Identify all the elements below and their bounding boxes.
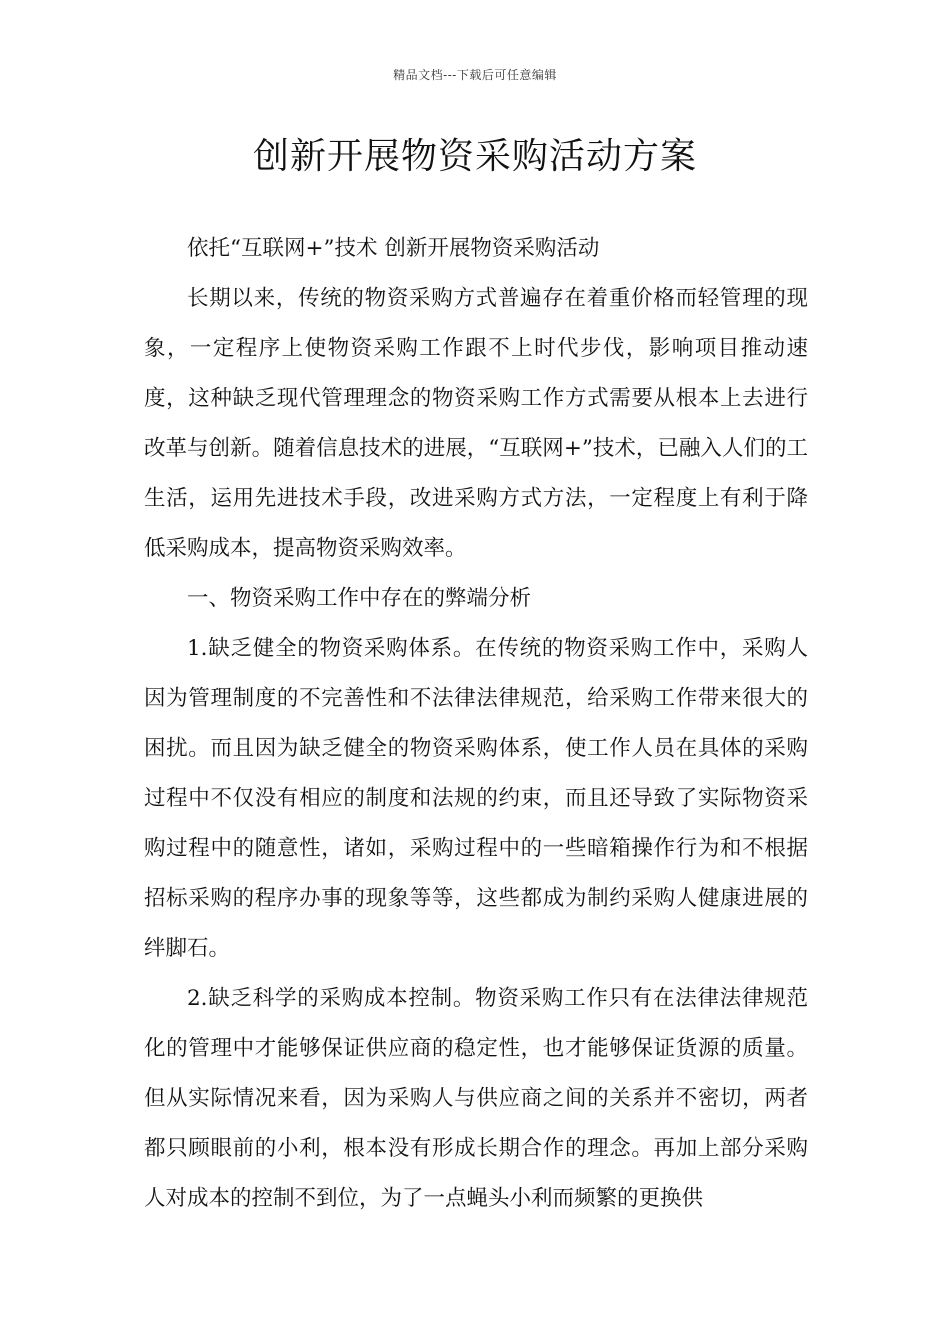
header-note: 精品文档---下载后可任意编辑 <box>393 68 557 82</box>
paragraph-intro: 长期以来，传统的物资采购方式普遍存在着重价格而轻管理的现象，一定程序上使物资采购工作跟不上时代步伐，影响项目推动速度，这种缺乏现代管理理念的物资采购工作方式需要从根本上去进行改革与创新。随着信息技术的进展，“互联网+”技术，已融入人们的工生活，运用先进技术手段，改进采购方式方法，一定程度上有利于降低采购成本，提高物资采购效率。 <box>144 286 808 561</box>
paragraph-subtitle: 依托“互联网+”技术 创新开展物资采购活动 <box>187 236 600 261</box>
paragraph-point-1: 1.缺乏健全的物资采购体系。在传统的物资采购工作中，采购人因为管理制度的不完善性和不法律法律规范，给采购工作带来很大的困扰。而且因为缺乏健全的物资采购体系，使工作人员在具体的采购过程中不仅没有相应的制度和法规的约束，而且还导致了实际物资采购过程中的随意性，诸如，采购过程中的一些暗箱操作行为和不根据招标采购的程序办事的现象等等，这些都成为制约采购人健康进展的绊脚石。 <box>144 636 808 961</box>
section-heading: 一、物资采购工作中存在的弊端分析 <box>187 586 532 611</box>
document-body <box>144 224 808 1224</box>
document-title: 创新开展物资采购活动方案 <box>252 136 697 177</box>
paragraph-point-2: 2.缺乏科学的采购成本控制。物资采购工作只有在法律法律规范化的管理中才能够保证供应商的稳定性，也才能够保证货源的质量。但从实际情况来看，因为采购人与供应商之间的关系并不密切，两者都只顾眼前的小利，根本没有形成长期合作的理念。再加上部分采购人对成本的控制不到位，为了一点蝇头小利而频繁的更换供 <box>144 986 808 1211</box>
